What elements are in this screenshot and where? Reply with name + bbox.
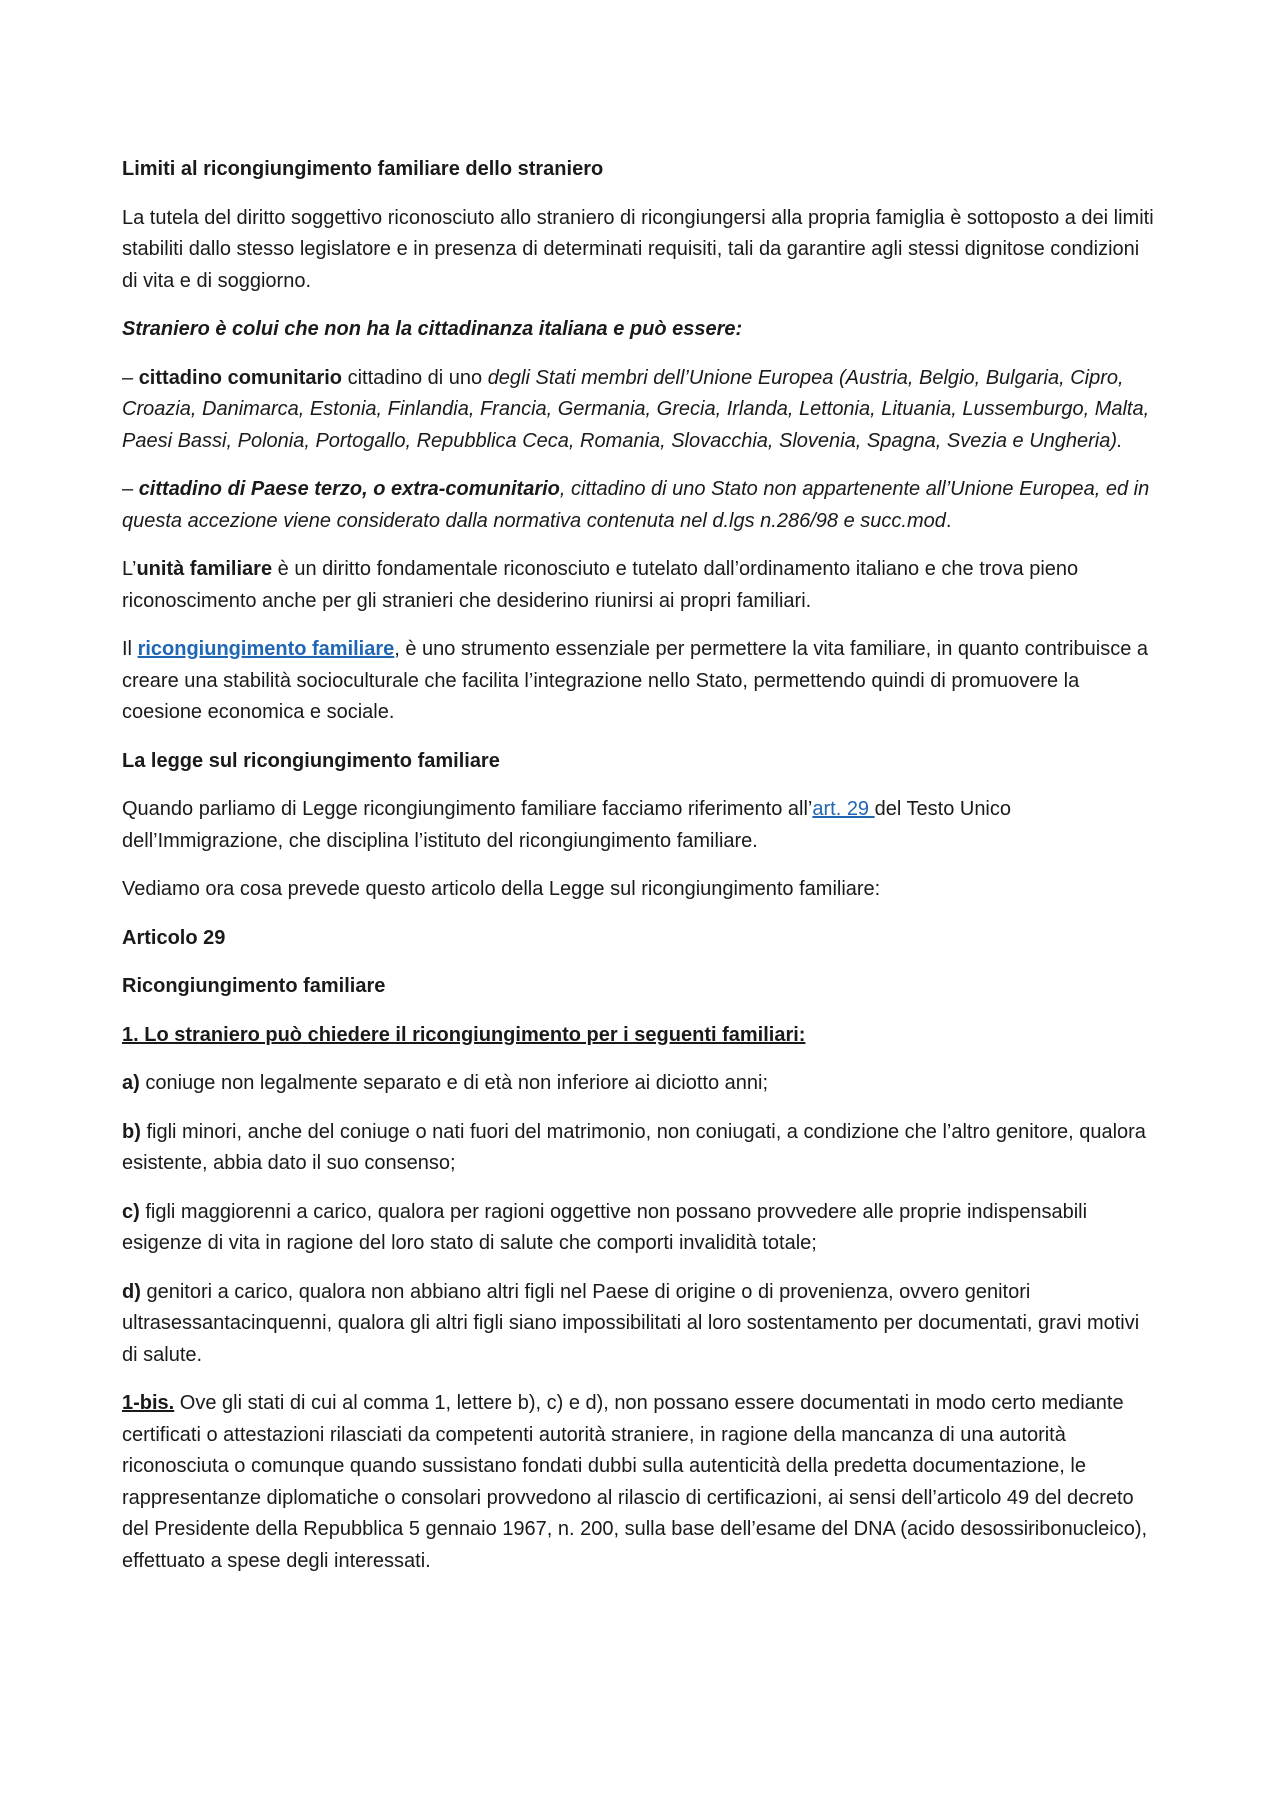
clause-1bis-paragraph: 1-bis. Ove gli stati di cui al comma 1, lettere b), c) e d), non possano essere documentati in modo certo mediante certificati o attestazioni rilasciati da competenti autorità straniere, in ragione della mancanza di una autorità riconosciuta o comunque quando sussistano fondati dubbi sulla autenticità della predetta documentazione, le rappresentanze diplomatiche o consolari provvedono al rilascio di certificazioni, ai sensi dell’articolo 49 del decreto del Presidente della Repubblica 5 gennaio 1967, n. 200, sulla base dell’esame del DNA (acido desossiribonucleico), effettuato a spese degli interessati.: [122, 1392, 1148, 1572]
list-item-b: b) figli minori, anche del coniuge o nati fuori del matrimonio, non coniugati, a condizione che l’altro genitore, qualora esistente, abbia dato il suo consenso;: [122, 1120, 1146, 1174]
intro-paragraph: La tutela del diritto soggettivo riconosciuto allo straniero di ricongiungersi alla propria famiglia è sottoposto a dei limiti stabiliti dallo stesso legislatore e in presenza di determinati requisiti, tali da garantire agli stessi dignitose condizioni di vita e di soggiorno.: [122, 206, 1154, 292]
preview-paragraph: Vediamo ora cosa prevede questo articolo della Legge sul ricongiungimento familiare:: [122, 878, 881, 900]
eu-citizen-paragraph: – cittadino comunitario cittadino di uno degli Stati membri dell’Unione Europea (Austria, Belgio, Bulgaria, Cipro, Croazia, Danimarca, Estonia, Finlandia, Francia, Germania, Grecia, Irlanda, Lettonia, Lituania, Lussemburgo, Malta, Paesi Bassi, Polonia, Portogallo, Repubblica Ceca, Romania, Slovacchia, Slovenia, Spagna, Svezia e Ungheria).: [122, 366, 1150, 452]
law-reference-paragraph: Quando parliamo di Legge ricongiungimento familiare facciamo riferimento all’art. 29 del Testo Unico dell’Immigrazione, che disciplina l’istituto del ricongiungimento familiare.: [122, 798, 1012, 852]
article-number: Articolo 29: [122, 926, 226, 949]
list-item-d: d) genitori a carico, qualora non abbiano altri figli nel Paese di origine o di provenienza, ovvero genitori ultrasessantacinquenni, qualora gli altri figli siano impossibilitati al loro sostentamento per documentati, gravi motivi di salute.: [122, 1280, 1140, 1366]
reunification-paragraph: Il ricongiungimento familiare, è uno strumento essenziale per permettere la vita familiare, in quanto contribuisce a creare una stabilità socioculturale che facilita l’integrazione nello Stato, permettendo quindi di promuovere la coesione economica e sociale.: [122, 638, 1148, 723]
list-item-c: c) figli maggiorenni a carico, qualora per ragioni oggettive non possano provvedere alle proprie indispensabili esigenze di vita in ragione del loro stato di salute che comporti invalidità totale;: [122, 1200, 1088, 1254]
art-29-link[interactable]: art. 29: [812, 798, 875, 820]
reunification-link[interactable]: ricongiungimento familiare: [137, 638, 395, 660]
definition-heading: Straniero è colui che non ha la cittadinanza italiana e può essere:: [122, 318, 743, 340]
article-title: Ricongiungimento familiare: [122, 975, 386, 997]
list-item-a: a) coniuge non legalmente separato e di età non inferiore ai diciotto anni;: [122, 1072, 768, 1094]
document-title: Limiti al ricongiungimento familiare dello straniero: [122, 158, 604, 180]
clause-1-heading: 1. Lo straniero può chiedere il ricongiungimento per i seguenti familiari:: [122, 1023, 806, 1046]
non-eu-citizen-paragraph: – cittadino di Paese terzo, o extra-comunitario, cittadino di uno Stato non appartenente all’Unione Europea, ed in questa accezione viene considerato dalla normativa contenuta nel d.lgs n.286/98 e succ.mod.: [122, 478, 1150, 532]
law-heading: La legge sul ricongiungimento familiare: [122, 749, 500, 772]
family-unity-paragraph: L’unità familiare è un diritto fondamentale riconosciuto e tutelato dall’ordinamento italiano e che trova pieno riconoscimento anche per gli stranieri che desiderino riunirsi ai propri familiari.: [122, 558, 1079, 612]
